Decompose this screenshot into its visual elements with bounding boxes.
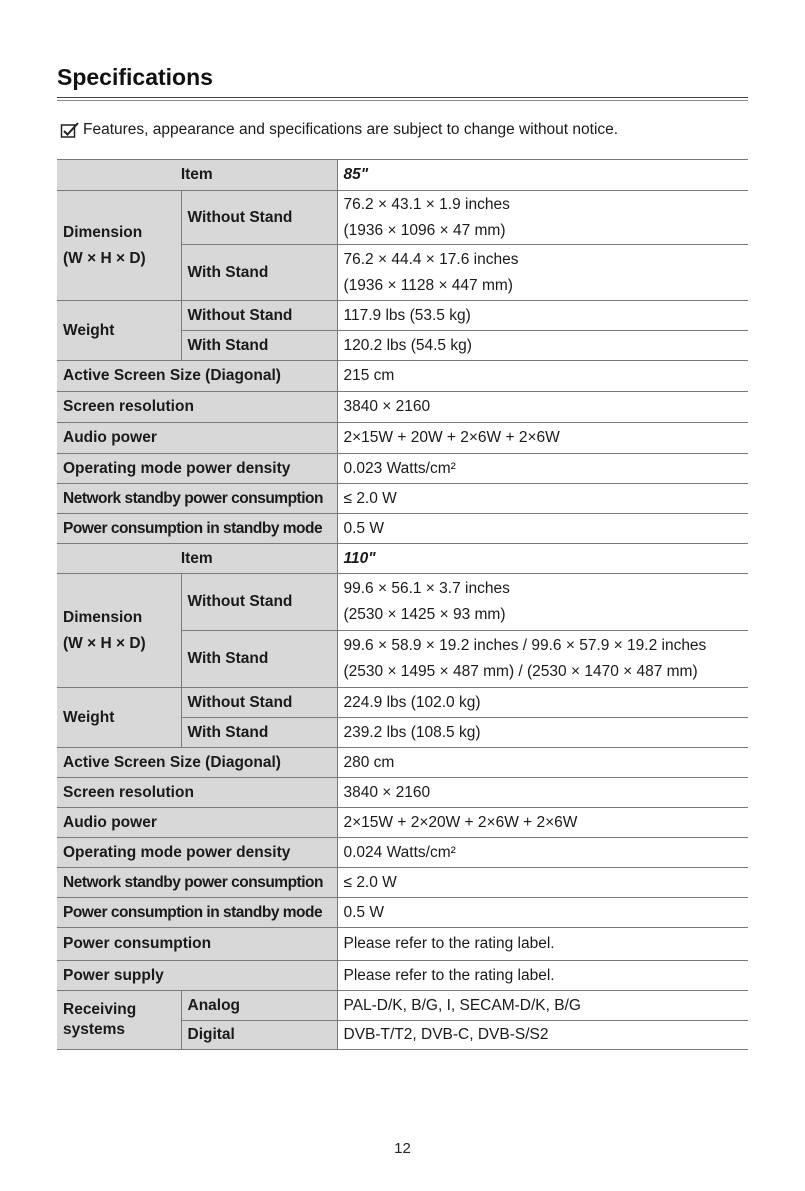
power-density-85: 0.023 Watts/cm² [337,454,748,484]
model-size-85: 85" [337,160,748,191]
table-header-row [57,160,748,191]
active-screen-size-label: Active Screen Size (Diagonal) [57,748,337,778]
dimension-with-stand-110: 99.6 × 58.9 × 19.2 inches / 99.6 × 57.9 × 19.2 inches (2530 × 1495 × 487 mm) / (2530 × 1470 × 487 mm) [337,631,748,688]
table-row [57,423,748,454]
without-stand-label: Without Stand [181,191,337,245]
active-screen-size-85: 215 cm [337,361,748,392]
without-stand-label: Without Stand [181,301,337,331]
table-row [57,928,748,961]
weight-without-stand-85: 117.9 lbs (53.5 kg) [337,301,748,331]
network-standby-110: ≤ 2.0 W [337,868,748,898]
power-density-label: Operating mode power density [57,838,337,868]
digital-value: DVB-T/T2, DVB-C, DVB-S/S2 [337,1021,748,1050]
table-row [57,868,748,898]
audio-power-110: 2×15W + 2×20W + 2×6W + 2×6W [337,808,748,838]
table-row [57,484,748,514]
power-density-110: 0.024 Watts/cm² [337,838,748,868]
receiving-systems-label: Receiving systems [57,991,181,1050]
with-stand-label: With Stand [181,245,337,301]
audio-power-label: Audio power [57,423,337,454]
screen-resolution-label: Screen resolution [57,778,337,808]
standby-mode-label: Power consumption in standby mode [57,514,337,544]
table-row [57,688,748,718]
standby-mode-110: 0.5 W [337,898,748,928]
table-row [57,361,748,392]
dimension-label: Dimension (W × H × D) [57,191,181,301]
screen-resolution-label: Screen resolution [57,392,337,423]
item-header: Item [57,544,337,574]
power-consumption-label: Power consumption [57,928,337,961]
weight-with-stand-85: 120.2 lbs (54.5 kg) [337,331,748,361]
table-row [57,991,748,1021]
page-title: Specifications [57,64,213,90]
model-size-110: 110" [337,544,748,574]
network-standby-label: Network standby power consumption [57,868,337,898]
weight-with-stand-110: 239.2 lbs (108.5 kg) [337,718,748,748]
active-screen-size-label: Active Screen Size (Diagonal) [57,361,337,392]
table-row [57,778,748,808]
with-stand-label: With Stand [181,718,337,748]
table-row [57,454,748,484]
digital-label: Digital [181,1021,337,1050]
checkbox-checked-icon [60,121,80,139]
without-stand-label: Without Stand [181,574,337,631]
table-row [57,748,748,778]
standby-mode-85: 0.5 W [337,514,748,544]
power-supply-label: Power supply [57,961,337,991]
table-row [57,838,748,868]
notice [60,121,618,139]
power-consumption-value: Please refer to the rating label. [337,928,748,961]
analog-value: PAL-D/K, B/G, I, SECAM-D/K, B/G [337,991,748,1021]
without-stand-label: Without Stand [181,688,337,718]
dimension-without-stand-85: 76.2 × 43.1 × 1.9 inches (1936 × 1096 × 47 mm) [337,191,748,245]
table-row [57,301,748,331]
power-density-label: Operating mode power density [57,454,337,484]
audio-power-label: Audio power [57,808,337,838]
table-header-row [57,544,748,574]
analog-label: Analog [181,991,337,1021]
with-stand-label: With Stand [181,331,337,361]
standby-mode-label: Power consumption in standby mode [57,898,337,928]
table-row [57,392,748,423]
table-row [57,961,748,991]
item-header: Item [57,160,337,191]
network-standby-label: Network standby power consumption [57,484,337,514]
dimension-label: Dimension (W × H × D) [57,574,181,688]
spec-table [57,159,748,1050]
power-supply-value: Please refer to the rating label. [337,961,748,991]
table-row [57,191,748,245]
table-row [57,574,748,631]
weight-label: Weight [57,688,181,748]
dimension-with-stand-85: 76.2 × 44.4 × 17.6 inches (1936 × 1128 × 447 mm) [337,245,748,301]
table-row [57,514,748,544]
active-screen-size-110: 280 cm [337,748,748,778]
dimension-without-stand-110: 99.6 × 56.1 × 3.7 inches (2530 × 1425 × 93 mm) [337,574,748,631]
page-number: 12 [394,1140,411,1157]
with-stand-label: With Stand [181,631,337,688]
screen-resolution-110: 3840 × 2160 [337,778,748,808]
notice-text: Features, appearance and specifications are subject to change without notice. [83,121,619,138]
weight-without-stand-110: 224.9 lbs (102.0 kg) [337,688,748,718]
table-row [57,808,748,838]
title-rule [57,97,748,98]
table-row [57,898,748,928]
network-standby-85: ≤ 2.0 W [337,484,748,514]
weight-label: Weight [57,301,181,361]
audio-power-85: 2×15W + 20W + 2×6W + 2×6W [337,423,748,454]
screen-resolution-85: 3840 × 2160 [337,392,748,423]
title-rule-secondary [57,100,748,101]
